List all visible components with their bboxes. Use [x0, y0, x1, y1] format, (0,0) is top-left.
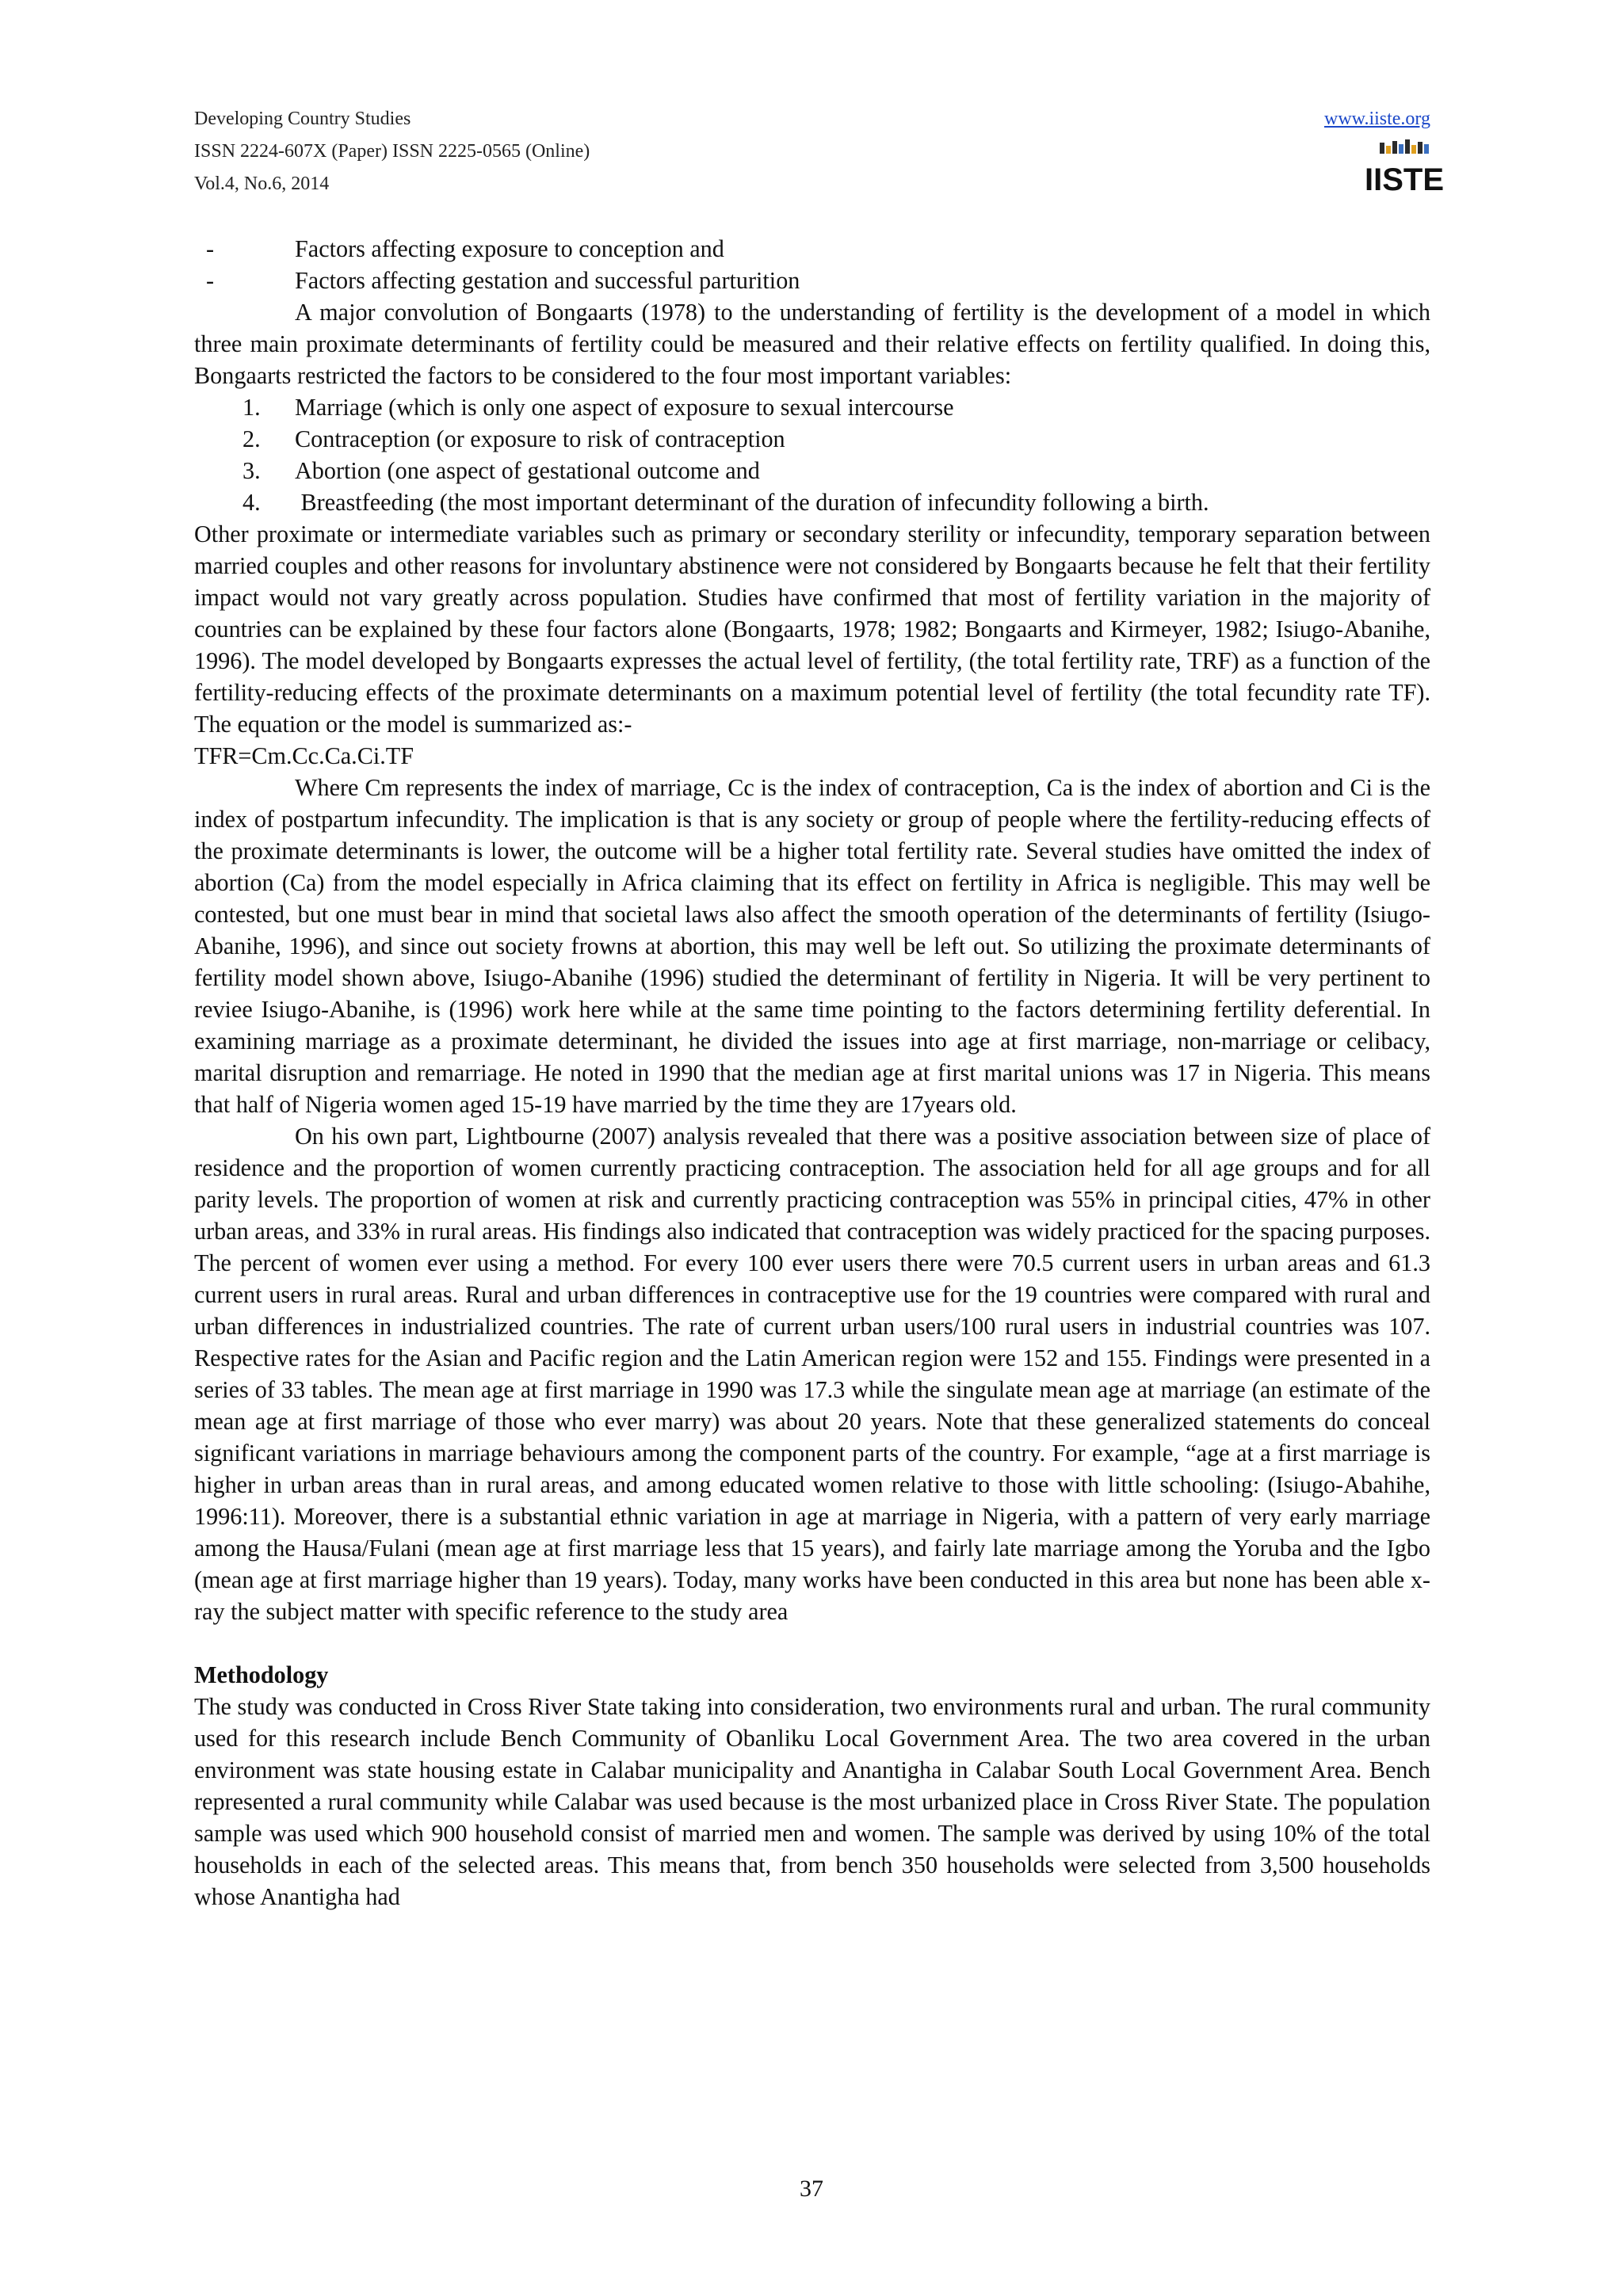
list-item: - Factors affecting gestation and successful parturition [206, 267, 800, 294]
journal-info [194, 103, 590, 200]
journal-url-link[interactable]: www.iiste.org [1324, 109, 1430, 129]
article-body [194, 233, 1430, 1913]
list-item: 4. Breastfeeding (the most important determinant of the duration of infecundity following a birth. [242, 489, 1209, 516]
page-header [194, 103, 1445, 198]
journal-name: Developing Country Studies [194, 109, 411, 129]
paragraph-where: Where Cm represents the index of marriage, Cc is the index of contraception, Ca is the index of abortion and Ci is the index of postpartum infecundity. The implication is that is any society or group of people where the fertility-reducing effects of the proximate determinants is lower, the outcome will be a higher total fertility rate. Several studies have omitted the index of abortion (Ca) from the model especially in Africa claiming that its effect on fertility in Africa is negligible. This may well be contested, but one must bear in mind that societal laws also affect the smooth operation of the determinants of fertility (Isiugo-Abanihe, 1996), and since out society frowns at abortion, this may well be left out. So utilizing the proximate determinants of fertility model shown above, Isiugo-Abanihe (1996) studied the determinant of fertility in Nigeria. It will be very pertinent to reviee Isiugo-Abanihe, is (1996) work here while at the same time pointing to the factors determining fertility deferential. In examining marriage as a proximate determinant, he divided the issues into age at first marriage, non-marriage or celibacy, marital disruption and remarriage. He noted in 1990 that the median age at first marital unions was 17 in Nigeria. This means that half of Nigeria women aged 15-19 have married by the time they are 17years old. [194, 774, 1430, 1118]
equation: TFR=Cm.Cc.Ca.Ci.TF [194, 742, 414, 769]
paragraph-methodology: The study was conducted in Cross River State taking into consideration, two environments rural and urban. The rural community used for this research include Bench Community of Obanliku Local Government Area. The two area covered in the urban environment was state housing estate in Calabar municipality and Anantigha in Calabar South Local Government Area. Bench represented a rural community while Calabar was used because is the most urbanized place in Cross River State. The population sample was used which 900 household consist of married men and women. The sample was derived by using 10% of the total households in each of the selected areas. This means that, from bench 350 households were selected from 3,500 households whose Anantigha had [194, 1693, 1430, 1910]
journal-volume: Vol.4, No.6, 2014 [194, 174, 330, 194]
page-number: 37 [800, 2176, 823, 2202]
variables-list [194, 391, 1430, 518]
list-item: - Factors affecting exposure to conception and [206, 235, 724, 262]
list-item: 1. Marriage (which is only one aspect of exposure to sexual intercourse [242, 394, 954, 421]
logo-text: IISTE [1364, 162, 1445, 197]
paragraph-lightbourne: On his own part, Lightbourne (2007) analysis revealed that there was a positive association between size of place of residence and the proportion of women currently practicing contraception. The association held for all age groups and for all parity levels. The proportion of women at risk and currently practicing contraception was 55% in principal cities, 47% in other urban areas, and 33% in rural areas. His findings also indicated that contraception was widely practiced for the spacing purposes. The percent of women ever using a method. For every 100 ever users there were 70.5 current users in urban areas and 61.3 current users in rural areas. Rural and urban differences in contraceptive use for the 19 countries were compared with rural and urban differences in industrialized countries. The rate of current urban users/100 rural users in industrial countries was 107. Respective rates for the Asian and Pacific region and the Latin American region were 152 and 155. Findings were presented in a series of 33 tables. The mean age at first marriage in 1990 was 17.3 while the singulate mean age at marriage (an estimate of the mean age at first marriage of those who ever marry) was about 20 years. Note that these generalized statements do conceal significant variations in marriage behaviours among the component parts of the country. For example, “age at a first marriage is higher in urban areas than in rural areas, and among educated women relative to those with little schooling: (Isiugo-Abahihe, 1996:11). Moreover, there is a substantial ethnic variation in age at marriage in Nigeria, with a pattern of very early marriage among the Hausa/Fulani (mean age at first marriage less that 15 years), and fairly late marriage among the Yoruba and the Igbo (mean age at first marriage higher than 19 years). Today, many works have been conducted in this area but none has been able x-ray the subject matter with specific reference to the study area [194, 1123, 1430, 1625]
paragraph-bongaarts: A major convolution of Bongaarts (1978) to the understanding of fertility is the development of a model in which three main proximate determinants of fertility could be measured and their relative effects on fertility qualified. In doing this, Bongaarts restricted the factors to be considered to the four most important variables: [194, 299, 1430, 389]
methodology-heading: Methodology [194, 1661, 329, 1688]
paragraph-other-variables: Other proximate or intermediate variables such as primary or secondary sterility or infecundity, temporary separation between married couples and other reasons for involuntary abstinence were not considered by Bongaarts because he felt that their fertility impact would not vary greatly across population. Studies have confirmed that most of fertility variation in the majority of countries can be explained by these four factors alone (Bongaarts, 1978; 1982; Bongaarts and Kirmeyer, 1982; Isiugo-Abanihe, 1996). The model developed by Bongaarts expresses the actual level of fertility, (the total fertility rate, TRF) as a function of the fertility-reducing effects of the proximate determinants on a maximum potential level of fertility (the total fecundity rate TF). The equation or the model is summarized as:- [194, 521, 1430, 738]
journal-issn: ISSN 2224-607X (Paper) ISSN 2225-0565 (Online) [194, 141, 590, 162]
iiste-logo [1364, 138, 1445, 197]
list-item: 3. Abortion (one aspect of gestational outcome and [242, 457, 760, 484]
list-item: 2. Contraception (or exposure to risk of contraception [242, 425, 785, 452]
factor-list [194, 233, 1430, 296]
